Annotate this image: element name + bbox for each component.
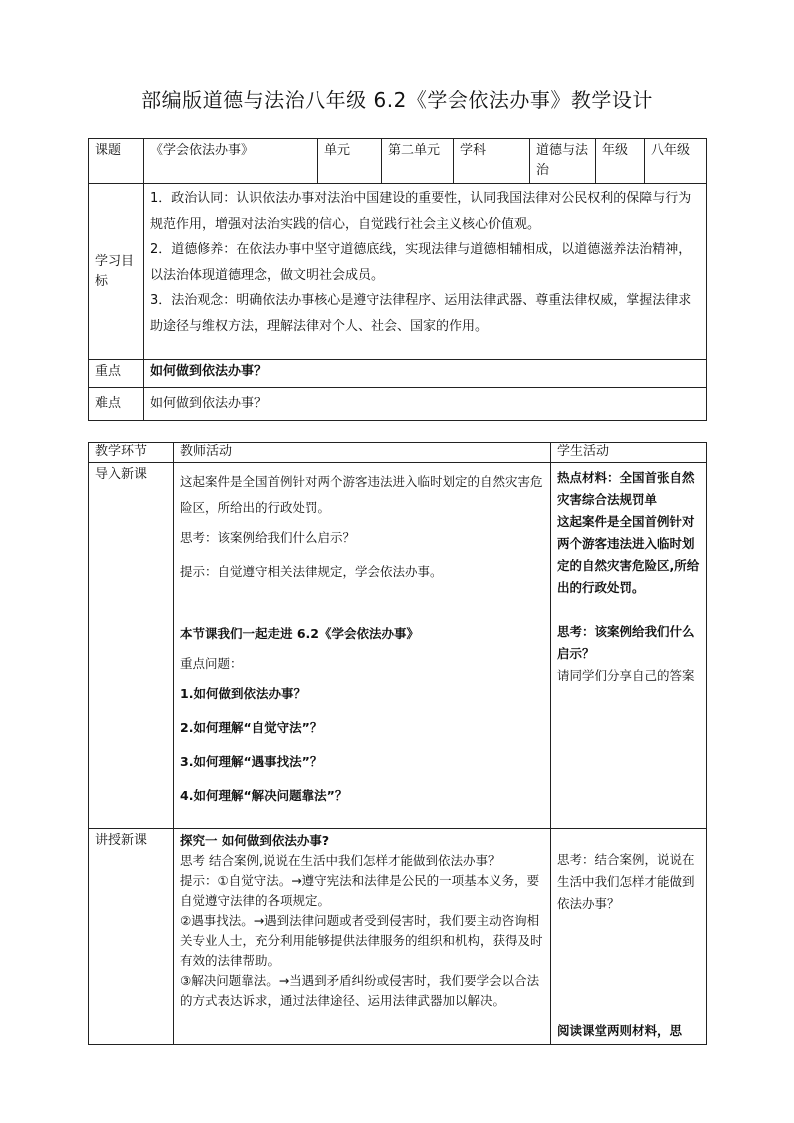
question-item: 3.如何理解“遇事找法”？: [180, 754, 323, 769]
difficult-point-label: 难点: [89, 388, 144, 421]
topic-value: 《学会依法办事》: [144, 139, 318, 184]
paragraph: 思考 结合案例,说说在生活中我们怎样才能做到依法办事？: [180, 853, 501, 868]
paragraph: 思考：该案例给我们什么启示？: [180, 530, 356, 545]
page-title: 部编版道德与法治八年级 6.2《学会依法办事》教学设计: [141, 88, 653, 112]
teaching-process-table: [88, 442, 707, 1045]
paragraph: 重点问题：: [180, 656, 243, 671]
subject-label: 学科: [454, 139, 530, 184]
paragraph: 思考：该案例给我们什么启示？: [557, 624, 695, 661]
header-student: 学生活动: [551, 443, 707, 463]
grade-value: 八年级: [645, 139, 707, 184]
difficult-point-row: [89, 388, 707, 421]
question-item: 4.如何理解“解决问题靠法”？: [180, 788, 348, 803]
paragraph: 提示：①自觉守法。→遵守宪法和法律是公民的一项基本义务，要自觉遵守法律的各项规定。: [180, 873, 540, 908]
unit-value: 第二单元: [382, 139, 454, 184]
intro-student-activity: [551, 463, 707, 829]
goal-item: 1．政治认同：认识依法办事对法治中国建设的重要性，认同我国法律对公民权利的保障与行为规范作用，增强对法治实践的信心，自觉践行社会主义核心价值观。: [150, 191, 692, 232]
paragraph: 提示：自觉遵守相关法律规定，学会依法办事。: [180, 564, 443, 579]
lecture-teacher-activity: [174, 829, 551, 1045]
key-point-row: [89, 360, 707, 388]
goals-row: [89, 184, 707, 360]
paragraph: 阅读课堂两则材料，思: [557, 1023, 683, 1038]
unit-label: 单元: [318, 139, 382, 184]
subject-value: 道德与法治: [530, 139, 596, 184]
topic-label: 课题: [89, 139, 144, 184]
paragraph: 这起案件是全国首例针对两个游客违法进入临时划定的自然灾害危险区,所给出的行政处罚。: [557, 514, 700, 595]
info-row: [89, 139, 707, 184]
paragraph: 热点材料：全国首张自然灾害综合法规罚单: [557, 470, 695, 507]
paragraph: 请同学们分享自己的答案: [557, 668, 695, 683]
goals-content: [144, 184, 707, 360]
paragraph: ③解决问题靠法。→当遇到矛盾纠纷或侵害时，我们要学会以合法的方式表达诉求，通过法律途径、运用法律武器加以解决。: [180, 973, 540, 1008]
paragraph: ②遇事找法。→遇到法律问题或者受到侵害时，我们要主动咨询相关专业人士，充分利用能够提供法律服务的组织和机构，获得及时有效的法律帮助。: [180, 913, 543, 968]
header-section: 教学环节: [89, 443, 174, 463]
header-row: [89, 443, 707, 463]
question-item: 1.如何做到依法办事？: [180, 686, 306, 701]
intro-section-label: 导入新课: [89, 463, 174, 829]
intro-teacher-activity: [174, 463, 551, 829]
question-item: 2.如何理解“自觉守法”？: [180, 720, 323, 735]
paragraph: 探究一 如何做到依法办事?: [180, 833, 330, 848]
grade-label: 年级: [596, 139, 645, 184]
lecture-row: [89, 829, 707, 1045]
course-info-table: [88, 138, 707, 421]
lecture-section-label: 讲授新课: [89, 829, 174, 1045]
paragraph: 思考：结合案例，说说在生活中我们怎样才能做到依法办事？: [557, 852, 695, 911]
intro-row: [89, 463, 707, 829]
paragraph: 这起案件是全国首例针对两个游客违法进入临时划定的自然灾害危险区，所给出的行政处罚。: [180, 474, 543, 515]
lecture-student-activity: [551, 829, 707, 1045]
paragraph: 本节课我们一起走进 6.2《学会依法办事》: [180, 626, 419, 641]
difficult-point-value: 如何做到依法办事？: [144, 388, 707, 421]
header-teacher: 教师活动: [174, 443, 551, 463]
key-point-label: 重点: [89, 360, 144, 388]
key-point-value: 如何做到依法办事？: [144, 360, 707, 388]
goal-item: 2．道德修养：在依法办事中坚守道德底线，实现法律与道德相辅相成，以道德滋养法治精神，以法治体现道德理念，做文明社会成员。: [150, 242, 692, 283]
goals-label: 学习目标: [89, 184, 144, 360]
goal-item: 3．法治观念：明确依法办事核心是遵守法律程序、运用法律武器、尊重法律权威，掌握法律求助途径与维权方法，理解法律对个人、社会、国家的作用。: [150, 293, 692, 334]
